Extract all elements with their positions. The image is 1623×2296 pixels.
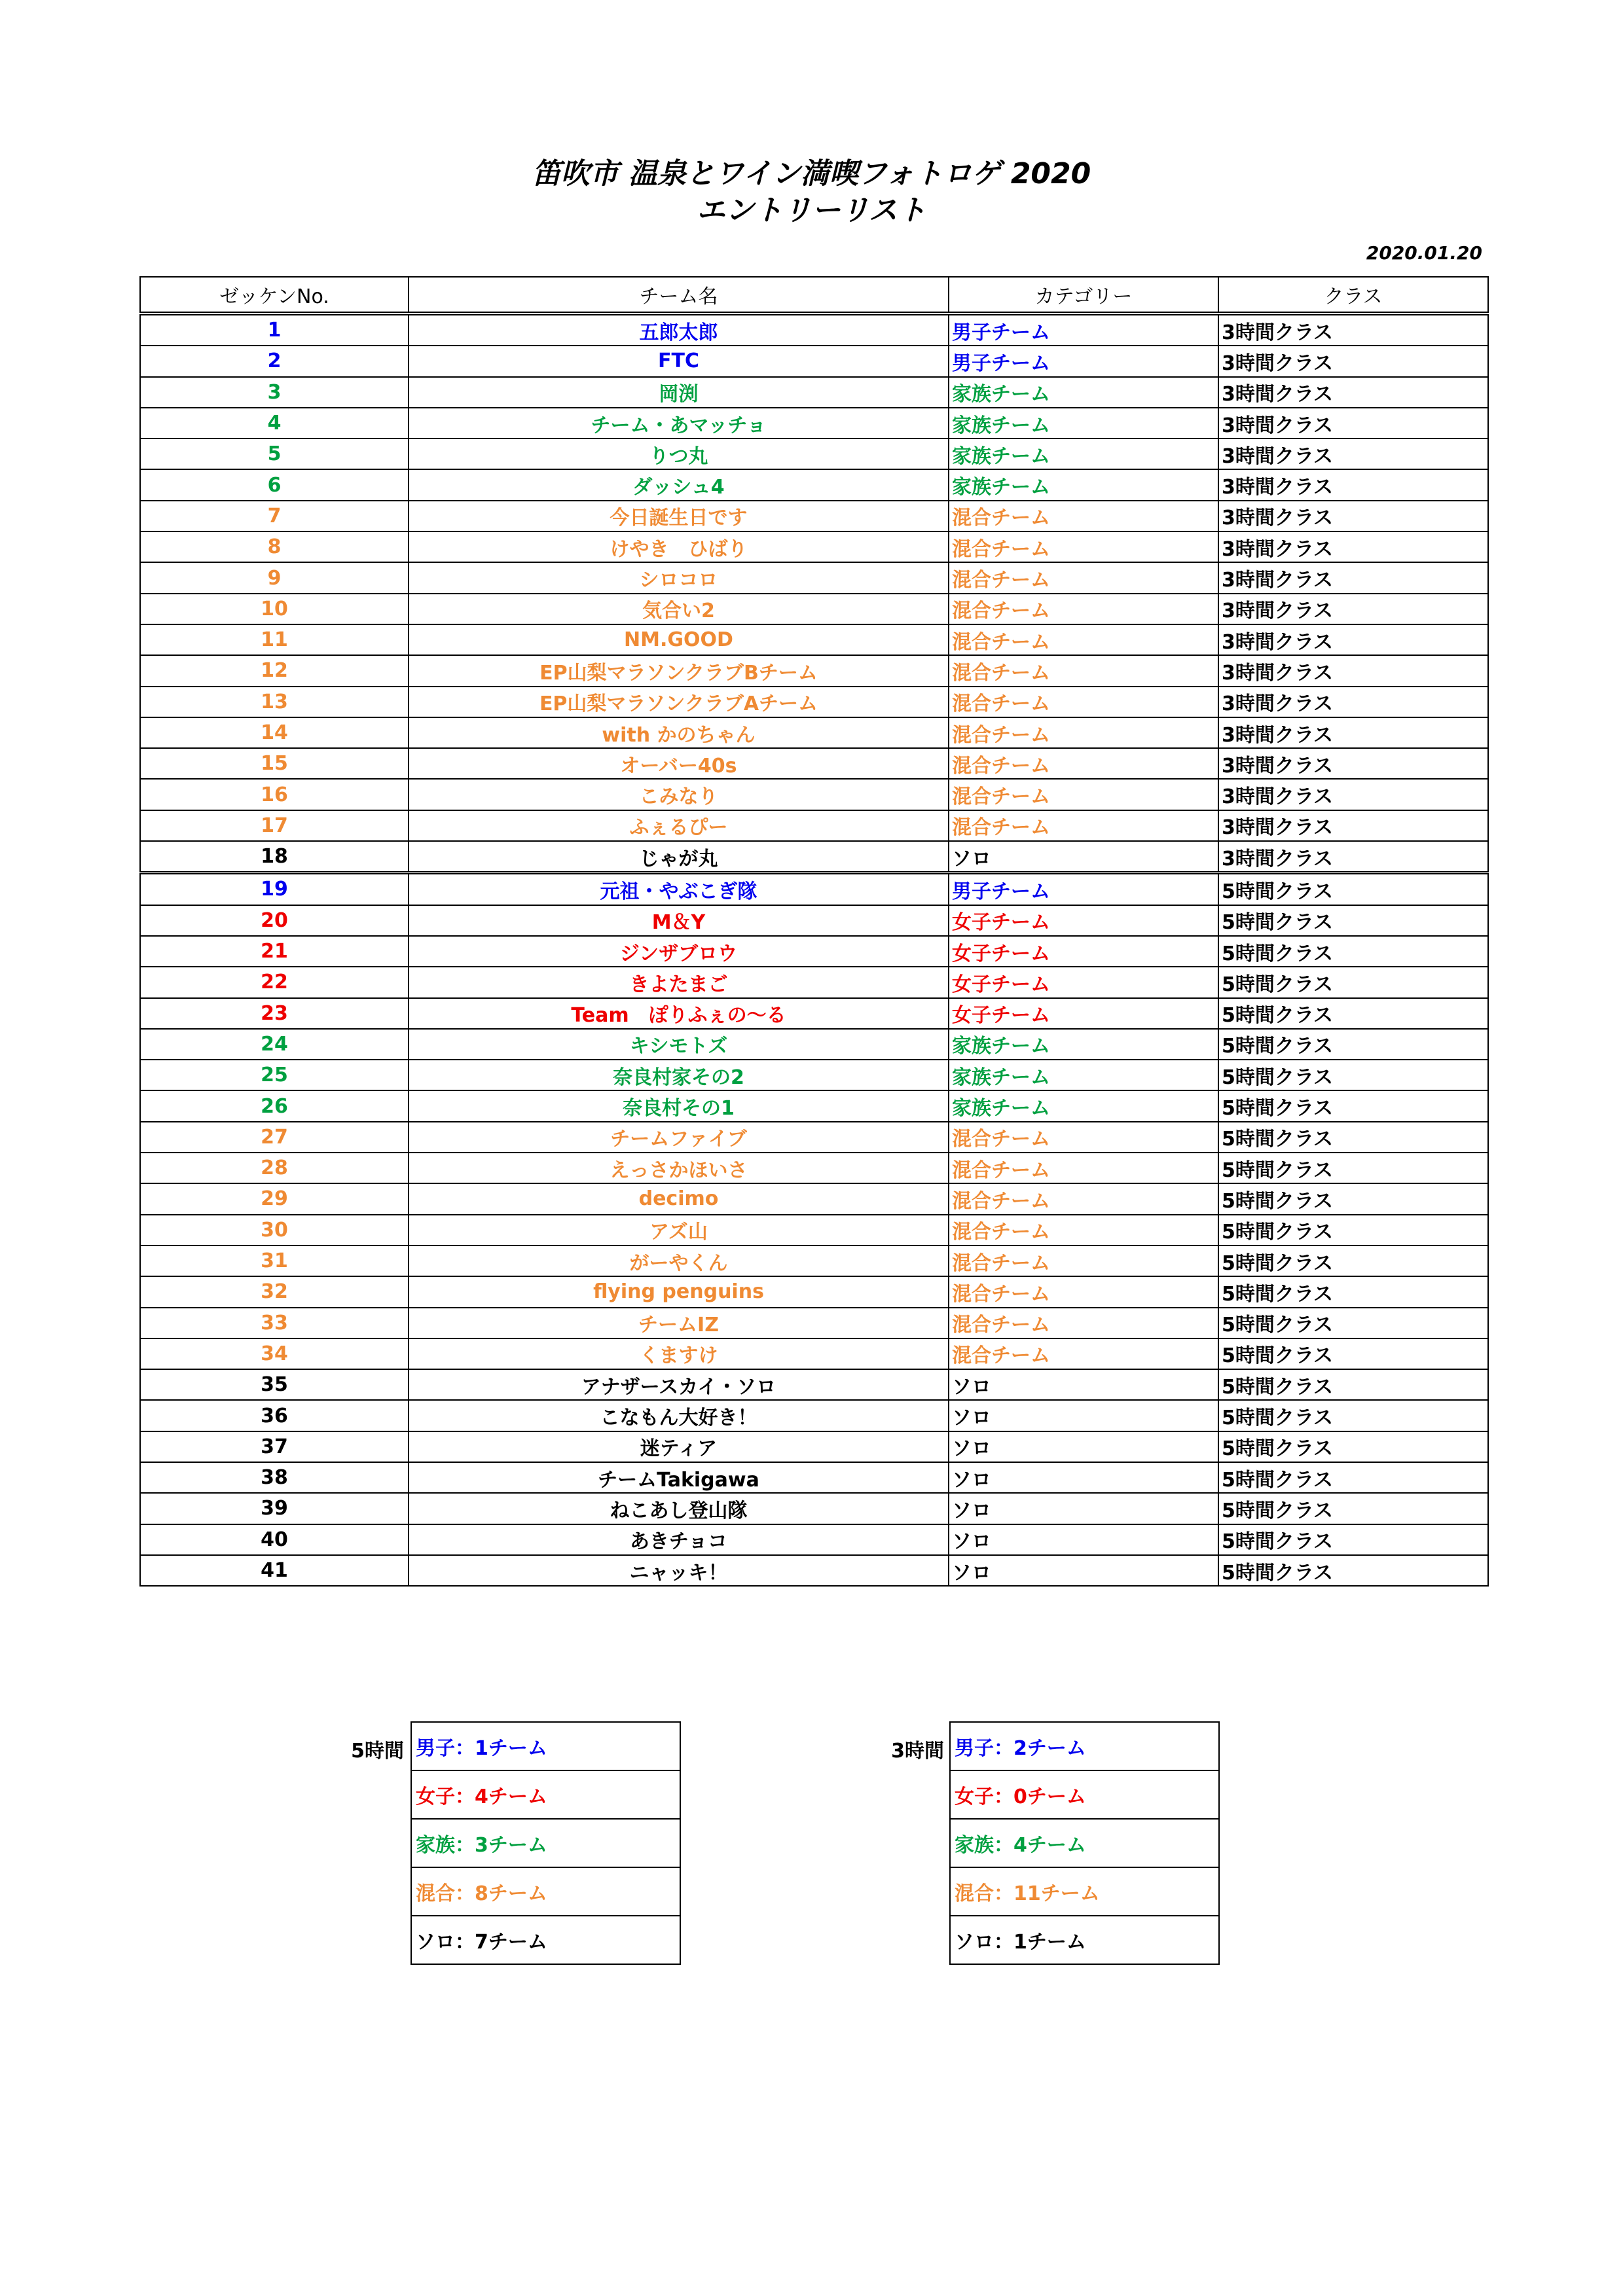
team-category: 混合チーム	[949, 779, 1218, 810]
table-row	[140, 377, 1488, 408]
entry-number: 10	[140, 594, 409, 624]
race-class: 5時間クラス	[1218, 998, 1488, 1029]
column-header-team-name: チーム名	[409, 277, 949, 314]
team-name: りつ丸	[409, 439, 949, 469]
entry-table-body	[140, 314, 1488, 1586]
team-name: アナザースカイ・ソロ	[409, 1369, 949, 1400]
team-name: EP山梨マラソンクラブAチーム	[409, 687, 949, 717]
entry-number: 31	[140, 1246, 409, 1276]
table-row	[140, 1555, 1488, 1586]
table-row	[140, 594, 1488, 624]
race-class: 3時間クラス	[1218, 408, 1488, 439]
team-category: 混合チーム	[949, 810, 1218, 841]
entry-number: 12	[140, 655, 409, 686]
entry-number: 2	[140, 346, 409, 376]
summary-row	[411, 1770, 680, 1819]
team-category: 女子チーム	[949, 905, 1218, 936]
summary-row	[950, 1867, 1219, 1916]
race-class: 3時間クラス	[1218, 655, 1488, 686]
table-row	[140, 531, 1488, 562]
entry-number: 8	[140, 531, 409, 562]
team-name: オーバー40s	[409, 748, 949, 779]
race-class: 3時間クラス	[1218, 717, 1488, 748]
document-date: 2020.01.20	[1366, 242, 1482, 264]
table-row	[140, 346, 1488, 376]
summary-count: 男子：2チーム	[950, 1722, 1219, 1770]
race-class: 3時間クラス	[1218, 624, 1488, 655]
summary-5h-label: 5時間	[351, 1740, 404, 1763]
summary-count: 混合：8チーム	[411, 1867, 680, 1916]
race-class: 3時間クラス	[1218, 501, 1488, 531]
team-name: Team ぽりふぇの～る	[409, 998, 949, 1029]
table-row	[140, 1090, 1488, 1121]
race-class: 3時間クラス	[1218, 687, 1488, 717]
entry-number: 4	[140, 408, 409, 439]
team-category: 混合チーム	[949, 1276, 1218, 1307]
team-name: 気合い2	[409, 594, 949, 624]
entry-number: 14	[140, 717, 409, 748]
table-row	[140, 408, 1488, 439]
team-category: 家族チーム	[949, 408, 1218, 439]
team-category: ソロ	[949, 1493, 1218, 1524]
table-row	[140, 905, 1488, 936]
race-class: 3時間クラス	[1218, 810, 1488, 841]
table-row	[140, 967, 1488, 997]
entry-number: 40	[140, 1524, 409, 1555]
table-row	[140, 1338, 1488, 1369]
table-row	[140, 1215, 1488, 1246]
team-name: チーム・あマッチョ	[409, 408, 949, 439]
team-name: 奈良村その1	[409, 1090, 949, 1121]
document-subtitle: エントリーリスト	[696, 194, 927, 227]
column-header-category: カテゴリー	[949, 277, 1218, 314]
race-class: 3時間クラス	[1218, 594, 1488, 624]
entry-number: 33	[140, 1308, 409, 1338]
entry-number: 11	[140, 624, 409, 655]
entry-number: 17	[140, 810, 409, 841]
table-row	[140, 1276, 1488, 1307]
summary-count: ソロ：7チーム	[411, 1916, 680, 1964]
team-category: 混合チーム	[949, 594, 1218, 624]
summary-count: 家族：3チーム	[411, 1819, 680, 1867]
team-category: 家族チーム	[949, 1029, 1218, 1060]
entry-number: 24	[140, 1029, 409, 1060]
team-category: 家族チーム	[949, 377, 1218, 408]
race-class: 5時間クラス	[1218, 1276, 1488, 1307]
summary-3h-table	[949, 1721, 1220, 1965]
team-name: チームIZ	[409, 1308, 949, 1338]
team-category: 家族チーム	[949, 439, 1218, 469]
entry-number: 9	[140, 562, 409, 593]
race-class: 5時間クラス	[1218, 1400, 1488, 1431]
race-class: 5時間クラス	[1218, 1246, 1488, 1276]
table-row	[140, 1122, 1488, 1153]
team-name: 五郎太郎	[409, 314, 949, 346]
team-category: 混合チーム	[949, 1215, 1218, 1246]
race-class: 3時間クラス	[1218, 346, 1488, 376]
race-class: 3時間クラス	[1218, 562, 1488, 593]
race-class: 5時間クラス	[1218, 1308, 1488, 1338]
entry-number: 18	[140, 841, 409, 873]
team-name: EP山梨マラソンクラブBチーム	[409, 655, 949, 686]
table-row	[140, 1153, 1488, 1183]
table-row	[140, 562, 1488, 593]
team-name: M＆Y	[409, 905, 949, 936]
entry-number: 37	[140, 1431, 409, 1462]
team-category: ソロ	[949, 1524, 1218, 1555]
team-category: 男子チーム	[949, 873, 1218, 905]
team-name: 今日誕生日です	[409, 501, 949, 531]
table-row	[140, 501, 1488, 531]
table-row	[140, 1524, 1488, 1555]
table-row	[140, 439, 1488, 469]
table-row	[140, 314, 1488, 346]
table-row	[140, 469, 1488, 500]
race-class: 5時間クラス	[1218, 1493, 1488, 1524]
race-class: 5時間クラス	[1218, 1183, 1488, 1214]
team-category: 混合チーム	[949, 501, 1218, 531]
document-title: 笛吹市 温泉とワイン満喫フォトロゲ 2020	[532, 157, 1091, 190]
summary-5h-body	[411, 1722, 680, 1964]
table-row	[140, 998, 1488, 1029]
race-class: 3時間クラス	[1218, 439, 1488, 469]
table-row	[140, 687, 1488, 717]
table-row	[140, 748, 1488, 779]
summary-row	[411, 1722, 680, 1770]
entry-number: 27	[140, 1122, 409, 1153]
entry-number: 29	[140, 1183, 409, 1214]
team-category: 混合チーム	[949, 687, 1218, 717]
team-category: 混合チーム	[949, 1183, 1218, 1214]
team-category: 家族チーム	[949, 1060, 1218, 1090]
team-name: ジンザブロウ	[409, 936, 949, 967]
team-name: FTC	[409, 346, 949, 376]
team-category: ソロ	[949, 1369, 1218, 1400]
team-category: ソロ	[949, 1462, 1218, 1493]
summary-count: 混合：11チーム	[950, 1867, 1219, 1916]
team-category: 混合チーム	[949, 717, 1218, 748]
team-category: 混合チーム	[949, 748, 1218, 779]
table-row	[140, 1462, 1488, 1493]
entry-number: 36	[140, 1400, 409, 1431]
race-class: 5時間クラス	[1218, 967, 1488, 997]
race-class: 3時間クラス	[1218, 531, 1488, 562]
race-class: 5時間クラス	[1218, 1060, 1488, 1090]
summary-row	[950, 1770, 1219, 1819]
entry-number: 35	[140, 1369, 409, 1400]
entry-number: 28	[140, 1153, 409, 1183]
table-row	[140, 1308, 1488, 1338]
entry-number: 25	[140, 1060, 409, 1090]
team-name: 元祖・やぶこぎ隊	[409, 873, 949, 905]
race-class: 5時間クラス	[1218, 1153, 1488, 1183]
table-row	[140, 1400, 1488, 1431]
entry-number: 5	[140, 439, 409, 469]
team-category: 混合チーム	[949, 1246, 1218, 1276]
entry-number: 13	[140, 687, 409, 717]
team-name: チームTakigawa	[409, 1462, 949, 1493]
summary-3h-body	[950, 1722, 1219, 1964]
table-row	[140, 873, 1488, 905]
table-row	[140, 810, 1488, 841]
team-name: シロコロ	[409, 562, 949, 593]
team-name: あきチョコ	[409, 1524, 949, 1555]
entry-number: 1	[140, 314, 409, 346]
column-header-class: クラス	[1218, 277, 1488, 314]
entry-number: 23	[140, 998, 409, 1029]
summary-row	[950, 1819, 1219, 1867]
table-row	[140, 1246, 1488, 1276]
team-name: アズ山	[409, 1215, 949, 1246]
race-class: 5時間クラス	[1218, 936, 1488, 967]
entry-number: 3	[140, 377, 409, 408]
team-name: こなもん大好き！	[409, 1400, 949, 1431]
team-name: 岡渕	[409, 377, 949, 408]
race-class: 5時間クラス	[1218, 1555, 1488, 1586]
summary-count: 男子：1チーム	[411, 1722, 680, 1770]
team-name: 奈良村家その2	[409, 1060, 949, 1090]
team-name: くますけ	[409, 1338, 949, 1369]
team-name: じゃが丸	[409, 841, 949, 873]
team-name: きよたまご	[409, 967, 949, 997]
entry-number: 15	[140, 748, 409, 779]
team-category: ソロ	[949, 1431, 1218, 1462]
race-class: 5時間クラス	[1218, 1369, 1488, 1400]
race-class: 5時間クラス	[1218, 1338, 1488, 1369]
entry-number: 32	[140, 1276, 409, 1307]
entry-number: 34	[140, 1338, 409, 1369]
summary-row	[411, 1867, 680, 1916]
entry-number: 21	[140, 936, 409, 967]
race-class: 3時間クラス	[1218, 841, 1488, 873]
team-name: えっさかほいさ	[409, 1153, 949, 1183]
table-row	[140, 1493, 1488, 1524]
team-category: 女子チーム	[949, 967, 1218, 997]
summary-count: ソロ：1チーム	[950, 1916, 1219, 1964]
team-category: 家族チーム	[949, 1090, 1218, 1121]
entry-number: 38	[140, 1462, 409, 1493]
column-header-number: ゼッケンNo.	[140, 277, 409, 314]
race-class: 5時間クラス	[1218, 1431, 1488, 1462]
entry-table-header	[140, 277, 1488, 314]
team-name: キシモトズ	[409, 1029, 949, 1060]
summary-count: 女子：0チーム	[950, 1770, 1219, 1819]
team-name: flying penguins	[409, 1276, 949, 1307]
summary-5h-table	[410, 1721, 681, 1965]
team-name: ニャッキ！	[409, 1555, 949, 1586]
team-category: 混合チーム	[949, 1338, 1218, 1369]
team-name: with かのちゃん	[409, 717, 949, 748]
summary-count: 家族：4チーム	[950, 1819, 1219, 1867]
team-category: 混合チーム	[949, 1153, 1218, 1183]
table-row	[140, 1369, 1488, 1400]
race-class: 5時間クラス	[1218, 1122, 1488, 1153]
race-class: 5時間クラス	[1218, 1462, 1488, 1493]
race-class: 5時間クラス	[1218, 1524, 1488, 1555]
race-class: 3時間クラス	[1218, 314, 1488, 346]
entry-number: 20	[140, 905, 409, 936]
team-name: チームファイブ	[409, 1122, 949, 1153]
team-name: NM.GOOD	[409, 624, 949, 655]
team-category: 男子チーム	[949, 346, 1218, 376]
team-category: 混合チーム	[949, 562, 1218, 593]
team-name: decimo	[409, 1183, 949, 1214]
team-category: 混合チーム	[949, 1122, 1218, 1153]
entry-number: 39	[140, 1493, 409, 1524]
team-category: 女子チーム	[949, 936, 1218, 967]
table-row	[140, 936, 1488, 967]
team-category: 混合チーム	[949, 1308, 1218, 1338]
summary-row	[950, 1722, 1219, 1770]
table-row	[140, 1060, 1488, 1090]
entry-table	[139, 276, 1489, 1587]
entry-number: 26	[140, 1090, 409, 1121]
race-class: 3時間クラス	[1218, 377, 1488, 408]
team-name: ダッシュ4	[409, 469, 949, 500]
table-row	[140, 1029, 1488, 1060]
team-category: 混合チーム	[949, 531, 1218, 562]
team-category: ソロ	[949, 1555, 1218, 1586]
table-row	[140, 624, 1488, 655]
summary-row	[950, 1916, 1219, 1964]
race-class: 3時間クラス	[1218, 469, 1488, 500]
team-category: 混合チーム	[949, 655, 1218, 686]
table-row	[140, 1431, 1488, 1462]
race-class: 3時間クラス	[1218, 779, 1488, 810]
summary-row	[411, 1916, 680, 1964]
race-class: 5時間クラス	[1218, 1215, 1488, 1246]
team-name: こみなり	[409, 779, 949, 810]
race-class: 5時間クラス	[1218, 1090, 1488, 1121]
table-row	[140, 841, 1488, 873]
team-name: ねこあし登山隊	[409, 1493, 949, 1524]
entry-number: 41	[140, 1555, 409, 1586]
team-name: 迷ティア	[409, 1431, 949, 1462]
race-class: 5時間クラス	[1218, 873, 1488, 905]
table-row	[140, 1183, 1488, 1214]
team-category: ソロ	[949, 1400, 1218, 1431]
race-class: 3時間クラス	[1218, 748, 1488, 779]
table-row	[140, 779, 1488, 810]
team-category: 混合チーム	[949, 624, 1218, 655]
entry-number: 30	[140, 1215, 409, 1246]
summary-count: 女子：4チーム	[411, 1770, 680, 1819]
team-name: がーやくん	[409, 1246, 949, 1276]
team-name: けやき ひばり	[409, 531, 949, 562]
race-class: 5時間クラス	[1218, 905, 1488, 936]
entry-number: 22	[140, 967, 409, 997]
summary-3h-label: 3時間	[891, 1740, 944, 1763]
table-row	[140, 717, 1488, 748]
entry-number: 19	[140, 873, 409, 905]
team-category: 女子チーム	[949, 998, 1218, 1029]
table-row	[140, 655, 1488, 686]
race-class: 5時間クラス	[1218, 1029, 1488, 1060]
team-name: ふぇるぴー	[409, 810, 949, 841]
entry-number: 7	[140, 501, 409, 531]
entry-number: 6	[140, 469, 409, 500]
entry-number: 16	[140, 779, 409, 810]
team-category: 家族チーム	[949, 469, 1218, 500]
summary-row	[411, 1819, 680, 1867]
team-category: ソロ	[949, 841, 1218, 873]
team-category: 男子チーム	[949, 314, 1218, 346]
